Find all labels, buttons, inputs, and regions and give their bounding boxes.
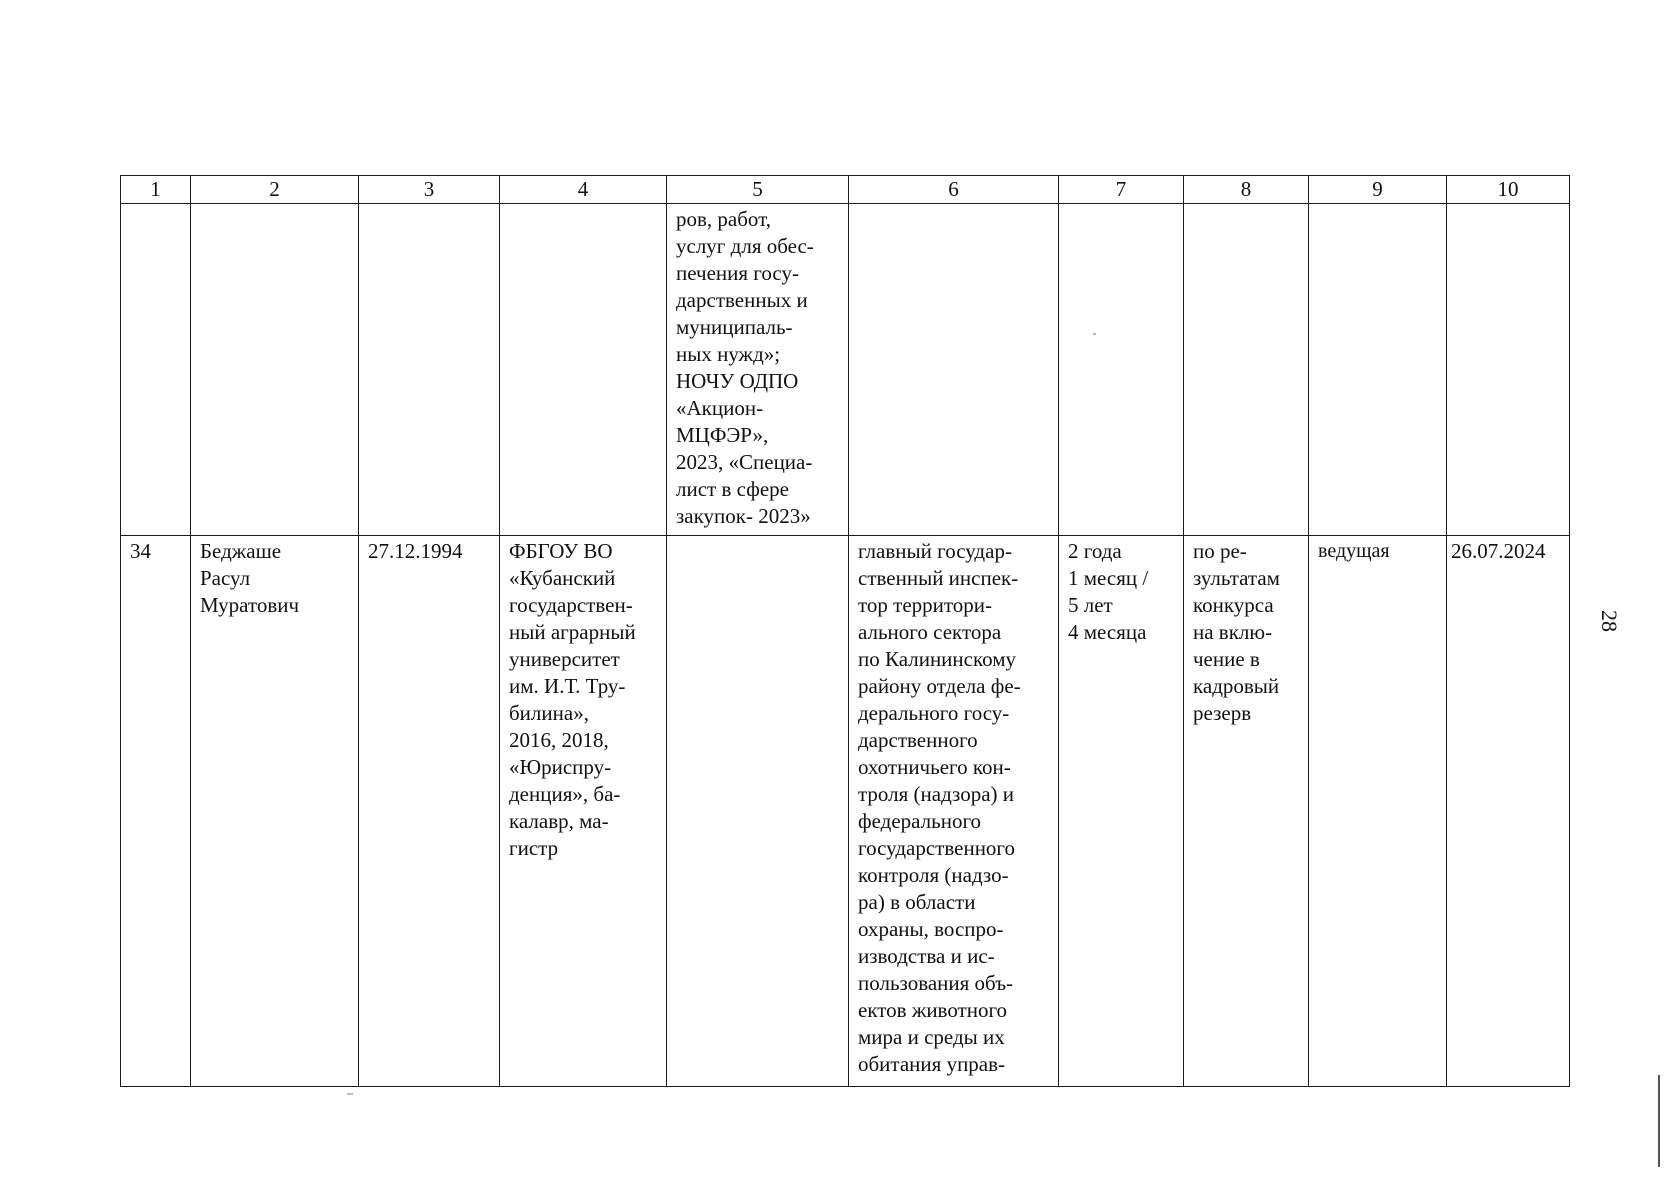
table-cell (1059, 204, 1184, 536)
text-line: университет (509, 647, 620, 671)
text-line: Муратович (200, 593, 300, 617)
text-line: чение в (1193, 647, 1260, 671)
text-line: им. И.Т. Тру- (509, 674, 626, 698)
column-header: 6 (849, 176, 1059, 204)
column-header: 10 (1447, 176, 1570, 204)
table-cell (121, 204, 191, 536)
text-line: конкурса (1193, 593, 1274, 617)
full-name-cell (191, 536, 359, 1087)
text-line: ных нужд»; (676, 342, 781, 366)
text-line: 2 года (1068, 539, 1122, 563)
text-line: охотничьего кон- (858, 755, 1011, 779)
training-continuation-cell (667, 204, 849, 536)
text-line: лист в сфере (676, 477, 789, 501)
table-cell (849, 204, 1059, 536)
column-header: 7 (1059, 176, 1184, 204)
scan-speck (347, 1093, 353, 1095)
text-line: печения госу- (676, 261, 799, 285)
scan-edge-line (1658, 1075, 1660, 1167)
table-row (121, 536, 1570, 1087)
table-cell (1447, 204, 1570, 536)
text-line: по Калининскому (858, 647, 1017, 671)
text-line: Беджаше (200, 539, 282, 563)
personnel-reserve-table (120, 175, 1570, 1087)
text-line: ров, работ, (676, 207, 771, 231)
text-line: зультатам (1193, 566, 1280, 590)
text-line: резерв (1193, 701, 1252, 725)
experience-cell (1059, 536, 1184, 1087)
text-line: денция», ба- (509, 782, 621, 806)
text-line: государственного (858, 836, 1016, 860)
text-line: НОЧУ ОДПО (676, 369, 799, 393)
text-line: ственный инспек- (858, 566, 1019, 590)
text-line: ра) в области (858, 890, 976, 914)
text-line: калавр, ма- (509, 809, 609, 833)
text-line: дарственного (858, 728, 978, 752)
text-line: мира и среды их (858, 1025, 1005, 1049)
column-header: 8 (1184, 176, 1309, 204)
table-cell (500, 204, 667, 536)
text-line: ектов животного (858, 998, 1008, 1022)
column-header: 2 (191, 176, 359, 204)
text-line: изводства и ис- (858, 944, 995, 968)
text-line: закупок- 2023» (676, 504, 811, 528)
table-cell (191, 204, 359, 536)
table-cell (1184, 204, 1309, 536)
text-line: на вклю- (1193, 620, 1273, 644)
text-line: дарственных и (676, 288, 808, 312)
date-cell: 26.07.2024 (1447, 536, 1570, 1087)
text-line: 2016, 2018, (509, 728, 609, 752)
column-header: 3 (359, 176, 500, 204)
text-line: Расул (200, 566, 251, 590)
text-line: 5 лет (1068, 593, 1113, 617)
table-row (121, 204, 1570, 536)
text-line: охраны, воспро- (858, 917, 1004, 941)
text-line: ального сектора (858, 620, 1002, 644)
column-header: 5 (667, 176, 849, 204)
text-line: троля (надзора) и (858, 782, 1015, 806)
text-line: кадровый (1193, 674, 1280, 698)
text-line: по ре- (1193, 539, 1247, 563)
text-line: «Кубанский (509, 566, 616, 590)
text-line: пользования объ- (858, 971, 1014, 995)
text-line: билина», (509, 701, 589, 725)
row-number: 34 (121, 536, 191, 1087)
column-header: 4 (500, 176, 667, 204)
table-cell (1309, 204, 1447, 536)
text-line: району отдела фе- (858, 674, 1021, 698)
text-line: ФБГОУ ВО (509, 539, 613, 563)
birth-date-cell: 27.12.1994 (359, 536, 500, 1087)
text-line: «Юриспру- (509, 755, 612, 779)
text-line: тор территори- (858, 593, 993, 617)
text-line: муниципаль- (676, 315, 793, 339)
text-line: «Акцион- (676, 396, 764, 420)
column-header: 9 (1309, 176, 1447, 204)
column-number-row (121, 176, 1570, 204)
text-line: главный государ- (858, 539, 1012, 563)
text-line: дерального госу- (858, 701, 1010, 725)
column-header: 1 (121, 176, 191, 204)
text-line: ный аграрный (509, 620, 636, 644)
text-line: гистр (509, 836, 559, 860)
text-line: МЦФЭР», (676, 423, 769, 447)
position-cell (849, 536, 1059, 1087)
page-number: 28 (1597, 610, 1622, 632)
basis-cell (1184, 536, 1309, 1087)
text-line: контроля (надзо- (858, 863, 1009, 887)
text-line: федерального (858, 809, 982, 833)
text-line: услуг для обес- (676, 234, 814, 258)
scan-speck (1093, 333, 1096, 335)
text-line: 2023, «Специа- (676, 450, 813, 474)
education-cell (500, 536, 667, 1087)
table-cell (359, 204, 500, 536)
text-line: 1 месяц / (1068, 566, 1149, 590)
training-cell (667, 536, 849, 1087)
text-line: 4 месяца (1068, 620, 1147, 644)
text-line: государствен- (509, 593, 633, 617)
position-group-cell: ведущая (1309, 536, 1447, 1087)
text-line: обитания управ- (858, 1052, 1006, 1076)
